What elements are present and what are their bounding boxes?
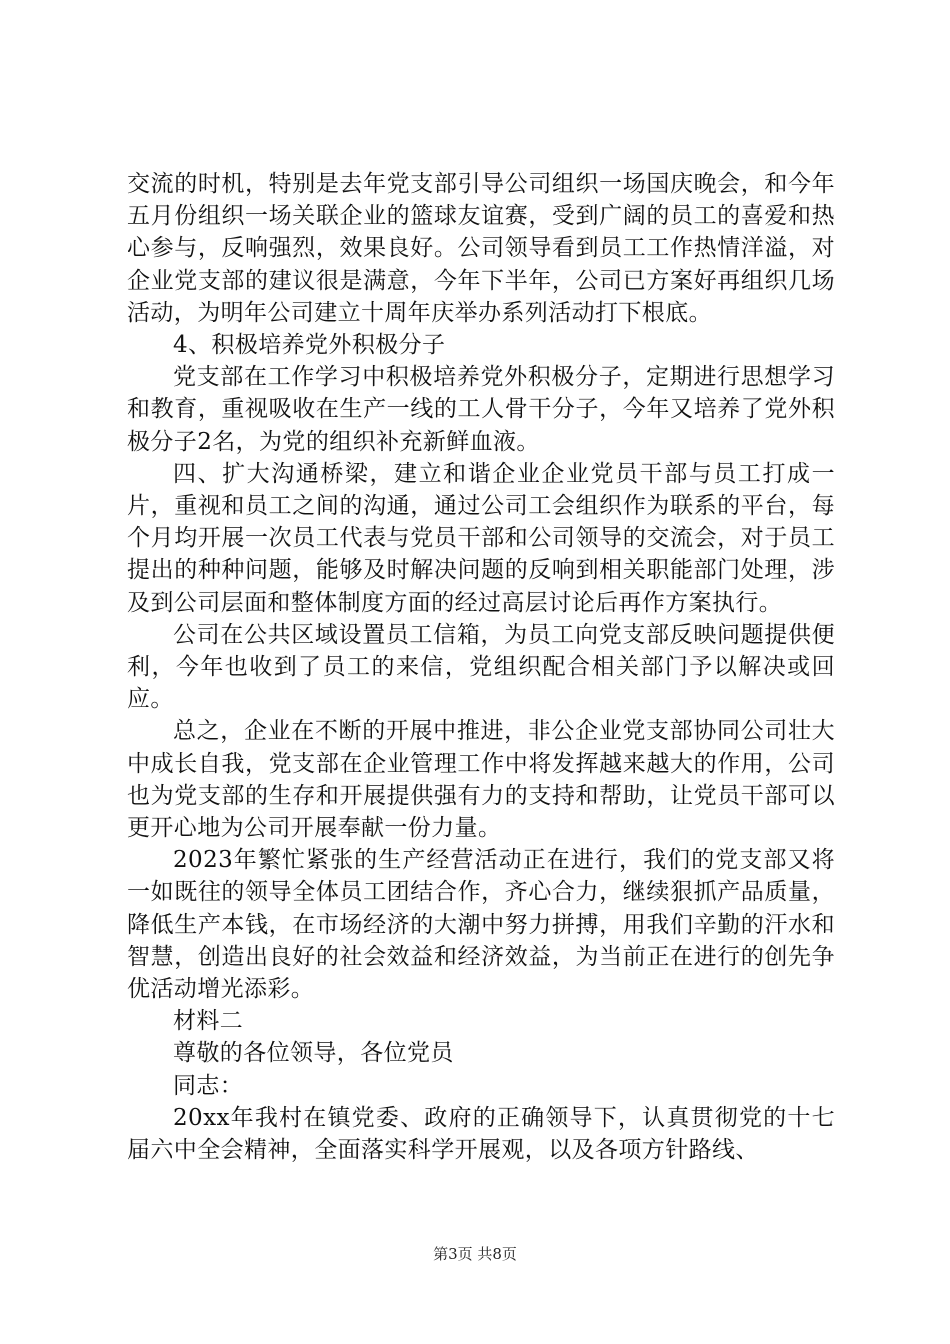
- paragraph-outlook: 2023年繁忙紧张的生产经营活动正在进行，我们的党支部又将一如既往的领导全体员工团结合作，齐心合力，继续狠抓产品质量，降低生产本钱，在市场经济的大潮中努力拼搏，用我们辛勤的汗水和智慧，创造出良好的社会效益和经济效益，为当前正在进行的创先争优活动增光添彩。: [127, 847, 835, 1003]
- salutation-comrades: 同志：: [173, 1072, 244, 1099]
- page-footer: 第3页 共8页: [433, 1245, 517, 1263]
- paragraph-activists: 党支部在工作学习中积极培养党外积极分子，定期进行思想学习和教育，重视吸收在生产一线的工人骨干分子，今年又培养了党外积极分子2名，为党的组织补充新鲜血液。: [127, 364, 835, 455]
- heading-4-activists: 4、积极培养党外积极分子: [173, 332, 446, 359]
- paragraph-mailbox: 公司在公共区域设置员工信箱，为员工向党支部反映问题提供便利，今年也收到了员工的来信，党组织配合相关部门予以解决或回应。: [127, 621, 835, 713]
- salutation: 尊敬的各位领导，各位党员: [173, 1040, 454, 1067]
- document-body: [127, 168, 835, 1166]
- paragraph-continuation: 交流的时机，特别是去年党支部引导公司组织一场国庆晚会，和今年五月份组织一场关联企业的篮球友谊赛，受到广阔的员工的喜爱和热心参与，反响强烈，效果良好。公司领导看到员工工作热情洋溢，对企业党支部的建议很是满意，今年下半年，公司已方案好再组织几场活动，为明年公司建立十周年庆举办系列活动打下根底。: [127, 171, 835, 326]
- paragraph-communication: 四、扩大沟通桥梁，建立和谐企业企业党员干部与员工打成一片，重视和员工之间的沟通，通过公司工会组织作为联系的平台，每个月均开展一次员工代表与党员干部和公司领导的交流会，对于员工提出的种种问题，能够及时解决问题的反响到相关职能部门处理，涉及到公司层面和整体制度方面的经过高层讨论后再作方案执行。: [127, 460, 835, 616]
- paragraph-summary: 总之，企业在不断的开展中推进，非公企业党支部协同公司壮大中成长自我，党支部在企业管理工作中将发挥越来越大的作用，公司也为党支部的生存和开展提供强有力的支持和帮助，让党员干部可以更开心地为公司开展奉献一份力量。: [127, 718, 835, 842]
- paragraph-village-report: 20xx年我村在镇党委、政府的正确领导下，认真贯彻党的十七届六中全会精神，全面落实科学开展观，以及各项方针路线、: [127, 1104, 835, 1164]
- heading-material-two: 材料二: [173, 1008, 244, 1035]
